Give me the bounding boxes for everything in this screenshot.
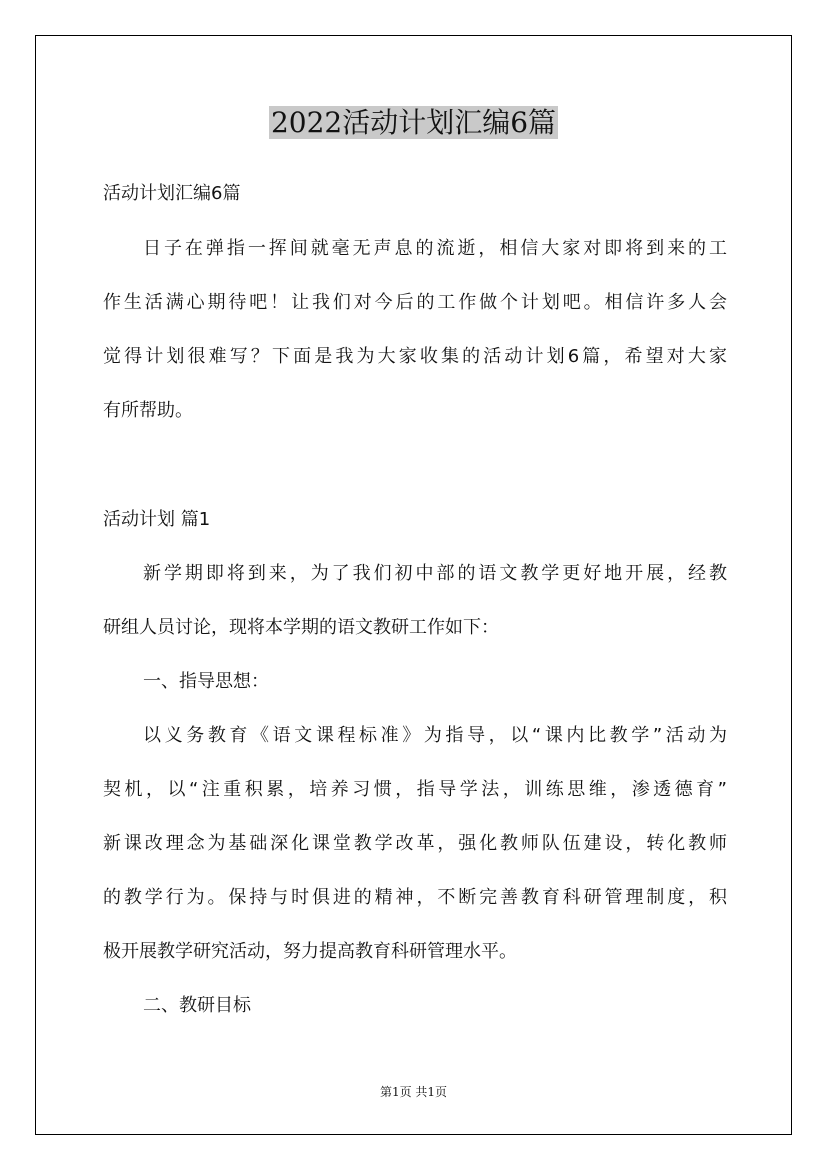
heading-guiding-thought: 一、指导思想： <box>143 671 269 692</box>
guiding-line-1: 以义务教育《语文课程标准》为指导，以“课内比教学”活动为 <box>143 725 727 746</box>
section1-para-line-1: 新学期即将到来，为了我们初中部的语文教学更好地开展，经教 <box>143 563 727 584</box>
page-footer: 第1页 共1页 <box>379 1085 448 1099</box>
document-title <box>0 104 827 142</box>
guiding-line-2: 契机，以“注重积累，培养习惯，指导学法，训练思维，渗透德育” <box>103 779 727 800</box>
intro-line-4: 有所帮助。 <box>103 400 193 421</box>
section1-para-line-2: 研组人员讨论，现将本学期的语文教研工作如下： <box>103 617 499 638</box>
document-subtitle: 活动计划汇编6篇 <box>103 183 241 204</box>
section1-heading: 活动计划 篇1 <box>103 509 211 530</box>
intro-line-2: 作生活满心期待吧！让我们对今后的工作做个计划吧。相信许多人会 <box>103 292 727 313</box>
guiding-line-3: 新课改理念为基础深化课堂教学改革，强化教师队伍建设，转化教师 <box>103 833 727 854</box>
document-title-text: 2022活动计划汇编6篇 <box>270 106 557 139</box>
guiding-line-4: 的教学行为。保持与时俱进的精神，不断完善教育科研管理制度，积 <box>103 887 727 908</box>
guiding-line-5: 极开展教学研究活动，努力提高教育科研管理水平。 <box>103 941 517 962</box>
intro-line-1: 日子在弹指一挥间就毫无声息的流逝，相信大家对即将到来的工 <box>143 238 727 259</box>
intro-line-3: 觉得计划很难写？下面是我为大家收集的活动计划6篇，希望对大家 <box>103 346 727 367</box>
heading-research-goals: 二、教研目标 <box>143 995 251 1016</box>
